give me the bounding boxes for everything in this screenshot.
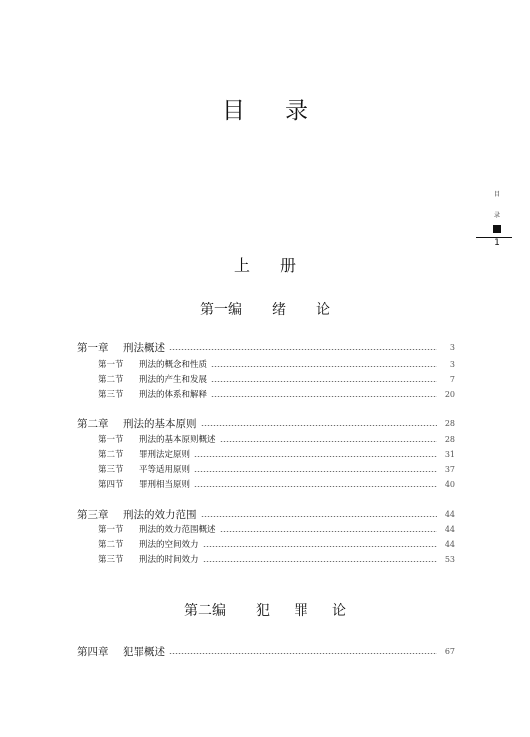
toc-label: 第三节 [98, 465, 124, 475]
toc-title: 刑法的时间效力 [139, 555, 199, 565]
toc-title: 刑法的效力范围 [123, 508, 197, 521]
toc-title: 刑法的空间效力 [139, 540, 199, 550]
side-marker-char-1: 目 [493, 191, 500, 198]
dot-leader [203, 546, 437, 547]
toc-section-entry[interactable] [98, 431, 455, 447]
toc-label: 第一节 [98, 435, 124, 445]
toc-section-entry[interactable] [98, 521, 455, 537]
toc-page-number: 3 [449, 359, 455, 369]
dot-leader [194, 471, 437, 472]
toc-section-entry[interactable] [98, 476, 455, 492]
toc-label: 第一节 [98, 360, 124, 370]
toc-label: 第四章 [77, 645, 109, 658]
volume-char-2: 册 [280, 256, 297, 275]
toc-chapter-entry[interactable] [77, 339, 455, 355]
side-marker-char-2: 录 [493, 212, 500, 219]
part-heading-2 [0, 600, 530, 620]
dot-leader [211, 366, 437, 367]
toc-title: 刑法的产生和发展 [139, 375, 208, 385]
toc-page-number: 67 [444, 646, 455, 656]
dot-leader [220, 531, 437, 532]
toc-label: 第二节 [98, 450, 124, 460]
toc-label: 第三节 [98, 555, 124, 565]
toc-page-number: 28 [444, 434, 455, 444]
side-marker-square [493, 225, 501, 233]
toc-section-entry[interactable] [98, 386, 455, 402]
title-char-2: 录 [285, 97, 308, 124]
toc-title: 刑法的基本原则概述 [139, 435, 216, 445]
part-word-1: 绪 [272, 302, 286, 318]
toc-label: 第三章 [77, 508, 109, 521]
toc-label: 第二章 [77, 417, 109, 430]
toc-page-number: 44 [444, 509, 455, 519]
toc-chapter-entry[interactable] [77, 415, 455, 431]
toc-section-entry[interactable] [98, 356, 455, 372]
dot-leader [201, 425, 438, 426]
toc-label: 第三节 [98, 390, 124, 400]
toc-page-number: 53 [444, 554, 455, 564]
toc-title: 刑法的基本原则 [123, 417, 197, 430]
toc-page-number: 44 [444, 539, 455, 549]
toc-label: 第一章 [77, 341, 109, 354]
toc-page-number: 37 [444, 464, 455, 474]
toc-page-number: 40 [444, 479, 455, 489]
toc-chapter-entry[interactable] [77, 643, 455, 659]
dot-leader [169, 653, 437, 654]
toc-section-entry[interactable] [98, 461, 455, 477]
part-heading-1 [0, 299, 530, 319]
dot-leader [201, 516, 438, 517]
toc-title: 刑法的概念和性质 [139, 360, 208, 370]
side-marker-rule [476, 237, 512, 238]
dot-leader [194, 486, 437, 487]
dot-leader [220, 441, 437, 442]
toc-page-number: 7 [449, 374, 455, 384]
part-word-3: 论 [332, 603, 346, 619]
dot-leader [211, 381, 437, 382]
toc-page-number: 3 [449, 342, 455, 352]
toc-chapter-entry[interactable] [77, 506, 455, 522]
part-word-2: 罪 [294, 603, 308, 619]
dot-leader [194, 456, 437, 457]
part-label: 第一编 [200, 302, 242, 318]
toc-page-number: 31 [444, 449, 455, 459]
dot-leader [203, 561, 437, 562]
toc-label: 第一节 [98, 525, 124, 535]
toc-page-number: 44 [444, 524, 455, 534]
toc-page-number: 28 [444, 418, 455, 428]
part-label: 第二编 [184, 603, 226, 619]
toc-title: 刑法的体系和解释 [139, 390, 208, 400]
toc-title: 平等适用原则 [139, 465, 191, 475]
toc-label: 第四节 [98, 480, 124, 490]
toc-label: 第二节 [98, 540, 124, 550]
volume-heading [0, 253, 530, 275]
dot-leader [211, 396, 437, 397]
toc-section-entry[interactable] [98, 551, 455, 567]
page-title [0, 92, 530, 124]
part-word-1: 犯 [256, 603, 270, 619]
toc-title: 罪刑相当原则 [139, 480, 191, 490]
dot-leader [169, 349, 437, 350]
toc-title: 犯罪概述 [123, 645, 165, 658]
toc-section-entry[interactable] [98, 536, 455, 552]
toc-section-entry[interactable] [98, 446, 455, 462]
side-page-number: 1 [494, 238, 500, 248]
toc-label: 第二节 [98, 375, 124, 385]
toc-page-number: 20 [444, 389, 455, 399]
toc-title: 罪刑法定原则 [139, 450, 191, 460]
title-char-1: 目 [222, 97, 245, 124]
toc-section-entry[interactable] [98, 371, 455, 387]
side-page-marker [490, 192, 504, 248]
toc-title: 刑法的效力范围概述 [139, 525, 216, 535]
part-word-2: 论 [316, 302, 330, 318]
toc-title: 刑法概述 [123, 341, 165, 354]
volume-char-1: 上 [233, 256, 250, 275]
